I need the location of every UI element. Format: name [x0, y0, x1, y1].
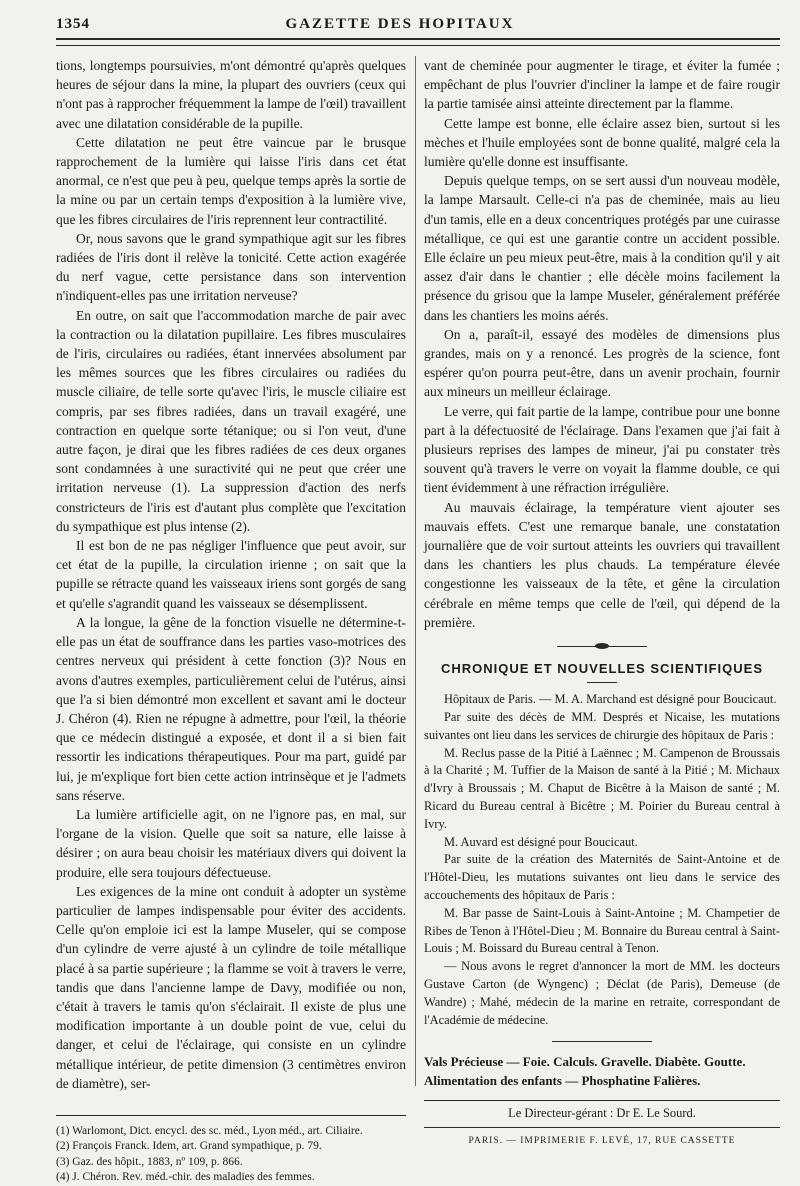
- notice: Alimentation des enfants — Phosphatine Falières.: [424, 1073, 701, 1089]
- chronique-body: [424, 691, 780, 1029]
- right-column: [424, 56, 780, 1151]
- paragraph: On a, paraît-il, essayé des modèles de dimensions plus grandes, mais on y a renoncé. Les progrès de la science, font espérer qu'on pourra peut-être, dans un avenir prochain, fournir aux mineurs un meilleur éclairage.: [424, 326, 780, 400]
- paragraph: Cette lampe est bonne, elle éclaire assez bien, surtout si les mèches et l'huile employées sont de bonne qualité, malgré cela la lumière qu'elle donne est insuffisante.: [424, 115, 780, 170]
- paragraph: M. Bar passe de Saint-Louis à Saint-Antoine ; M. Champetier de Ribes de Tenon à l'Hôtel-Dieu ; M. Bonnaire du Bureau central à Saint-Louis ; M. Boissard du Bureau central à Tenon.: [424, 905, 780, 956]
- page-number: 1354: [56, 16, 90, 32]
- paragraph: Les exigences de la mine ont conduit à adopter un système particulier de lampes indispensable pour éviter des accidents. Celle qu'on emploie ici est la lampe Museler, qui se compose d'un cylindre de verre ajusté à un cylindre de toile métallique placé à sa partie supérieure ; la flamme se voit à travers le verre, tandis que dans l'ancienne lampe de Davy, modifiée ou non, c'était à travers le tamis qu'on s'éclairait. Il existe de plus une modification importante à un double point de vue, celui du danger, et celui de l'éclairage, qui consiste en un cylindre métallique intérieur, de petite dimension (3 centimètres environ de diamètre), ser-: [56, 883, 406, 1091]
- paragraph: Par suite des décès de MM. Després et Nicaise, les mutations suivantes ont lieu dans les services de chirurgie des hôpitaux de Paris :: [424, 710, 780, 742]
- paragraph: Cette dilatation ne peut être vaincue par le brusque rapprochement de la lumière qui laisse l'iris dans cet état anormal, ce n'est que peu à peu, quelque temps après la sortie de la mine ou par un certain temps d'exposition à la lumière vive, que les fibres circulaires de l'iris reprennent leur contractilité.: [56, 134, 406, 227]
- notice: Vals Précieuse — Foie. Calculs. Gravelle. Diabète. Goutte.: [424, 1054, 746, 1070]
- footnote: (3) Gaz. des hôpit., 1883, nº 109, p. 866.: [56, 1155, 243, 1168]
- divider-rule: [552, 1041, 652, 1042]
- left-column: [56, 56, 406, 1186]
- paragraph: Au mauvais éclairage, la température vient ajouter ses mauvais effets. C'est une remarque banale, une constatation journalière que de voir surtout atteints les ouvriers qui travaillent dans les chantiers les plus chauds. La température élevée congestionne les vaisseaux de la tête, et gêne la circulation cérébrale en même temps que celle de l'œil, qui dépend de la première.: [424, 499, 780, 630]
- paragraph: En outre, on sait que l'accommodation marche de pair avec la contraction ou la dilatation pupillaire. Les fibres musculaires de l'iris, circulaires ou radiées, étant innervées absolument par les mêmes sources que les fibres circulaires ou radiées du muscle ciliaire, de telle sorte qu'avec l'iris, le muscle ciliaire est compris, par ses fibres radiées, dans un travail exagéré, une contraction en quelque sorte tétanique; ou si l'on veut, d'une autre façon, je dirai que les fibres radiées de ces deux organes sont condamnées à une suractivité qui ne peut que créer une irritation nerveuse (1). La suppression d'action des nerfs constricteurs de l'iris est d'autant plus complète que l'excitation du sympathique est plus intense (2).: [56, 307, 406, 534]
- paragraph: A la longue, la gêne de la fonction visuelle ne détermine-t-elle pas un état de souffrance dans les parties vaso-motrices des centres nerveux qui président à cette fonction (3)? Nous en avons d'autres exemples, particulièrement celui de l'utérus, ainsi que l'a si bien démontré mon excellent et savant ami le docteur J. Chéron (4). Rien ne répugne à admettre, pour l'œil, la théorie que ce médecin distingué a exposée, et dont il a si bien fait ressortir les indications thérapeutiques. Pour ma part, guidé par lui, je m'explique fort bien cette action intrinsèque et je l'admets sans réserve.: [56, 614, 406, 803]
- footnote: (4) J. Chéron. Rev. méd.-chir. des maladies des femmes.: [56, 1171, 315, 1184]
- column-divider: [415, 56, 416, 1086]
- running-title: GAZETTE DES HOPITAUX: [285, 16, 515, 32]
- gerant-line: Le Directeur-gérant : Dr E. Le Sourd.: [424, 1100, 780, 1127]
- footnote-rule: [56, 1115, 406, 1116]
- footnote: (2) François Franck. Idem, art. Grand sympathique, p. 79.: [56, 1140, 322, 1153]
- footnote: (1) Warlomont, Dict. encycl. des sc. méd., Lyon méd., art. Ciliaire.: [56, 1124, 363, 1137]
- paragraph: Or, nous savons que le grand sympathique agit sur les fibres radiées de l'iris dont il relève la tonicité. Cette action exagérée du nerf vague, cette persistance dans son intervention n'indiquent-elles pas une irritation nerveuse?: [56, 230, 406, 304]
- printer-line: PARIS. — IMPRIMERIE F. LEVÉ, 17, RUE CASSETTE: [468, 1135, 736, 1146]
- paragraph: La lumière artificielle agit, on ne l'ignore pas, en mal, sur l'organe de la vision. Quelle que soit sa nature, elle laisse à désirer ; on aura beau choisir les matériaux divers qui doivent la produire, elle sera toujours défectueuse.: [56, 806, 406, 880]
- paragraph: Il est bon de ne pas négliger l'influence que peut avoir, sur cet état de la pupille, la circulation irienne ; on sait que la pupille se rétracte quand les vaisseaux iriens sont gorgés de sang et qu'elle s'agrandit quand les vaisseaux se désemplissent.: [56, 538, 406, 611]
- section-heading: CHRONIQUE ET NOUVELLES SCIENTIFIQUES: [440, 661, 764, 677]
- paragraph: vant de cheminée pour augmenter le tirage, et éviter la fumée ; empêchant de plus l'ouvrier d'incliner la lampe et de faire rougir la partie tamisée ainsi atteinte directement par la flamme.: [424, 58, 780, 112]
- paragraph: — Nous avons le regret d'annoncer la mort de MM. les docteurs Gustave Carton (de Wyngenc) ; Déclat (de Paris), Demeuse (de Wandre) ; Mahé, médecin de la marine en retraite, correspondant de l'Académie de médecine.: [424, 959, 780, 1027]
- paragraph: Hôpitaux de Paris. — M. A. Marchand est désigné pour Boucicaut.: [444, 692, 777, 707]
- paragraph: M. Reclus passe de la Pitié à Laënnec ; M. Campenon de Broussais à la Charité ; M. Tuffier de la Maison de santé à la Pitié ; M. Michaux d'Ivry à Broussais ; M. Chaput de Bicêtre à la Maison de santé ; M. Ricard du Bureau central à Bicêtre ; M. Poirier du Bureau central à Ivry.: [424, 745, 780, 831]
- paragraph: Le verre, qui fait partie de la lampe, contribue pour une bonne part à la défectuosité de l'éclairage. Dans l'examen que j'ai fait à plusieurs reprises des lampes de mineur, j'ai pu constater très souvent qu'à travers le verre on voyait la flamme double, ce qui tient évidemment à une réfraction irrégulière.: [424, 403, 780, 496]
- paragraph: Par suite de la création des Maternités de Saint-Antoine et de l'Hôtel-Dieu, les mutations suivantes ont lieu dans le service des accouchements des hôpitaux de Paris :: [424, 852, 780, 903]
- header-rule: [56, 38, 780, 46]
- paragraph: tions, longtemps poursuivies, m'ont démontré qu'après quelques heures de séjour dans la mine, la plupart des ouvriers (ceux qui n'ont pas à rapprocher fréquemment la lampe de l'œil) travaillent avec une dilatation considérable de la pupille.: [56, 58, 406, 131]
- section-ornament: [557, 646, 647, 647]
- paragraph: M. Auvard est désigné pour Boucicaut.: [444, 834, 638, 849]
- heading-rule: [587, 682, 617, 683]
- footnotes: [56, 1124, 406, 1186]
- paragraph: Depuis quelque temps, on se sert aussi d'un nouveau modèle, la lampe Marsault. Celle-ci n'a pas de cheminée, mais au lieu d'un tamis, elle en a deux concentriques protégés par une cuirasse métallique, ce qui est une garantie contre un accident possible. Elle éclaire un peu mieux peut-être, mais à la condition qu'il y ait assez d'air dans le chantier ; elle décèle moins facilement la présence du grisou que la lampe Museler, généralement préférée dans les chantiers les moins aérés.: [424, 173, 780, 323]
